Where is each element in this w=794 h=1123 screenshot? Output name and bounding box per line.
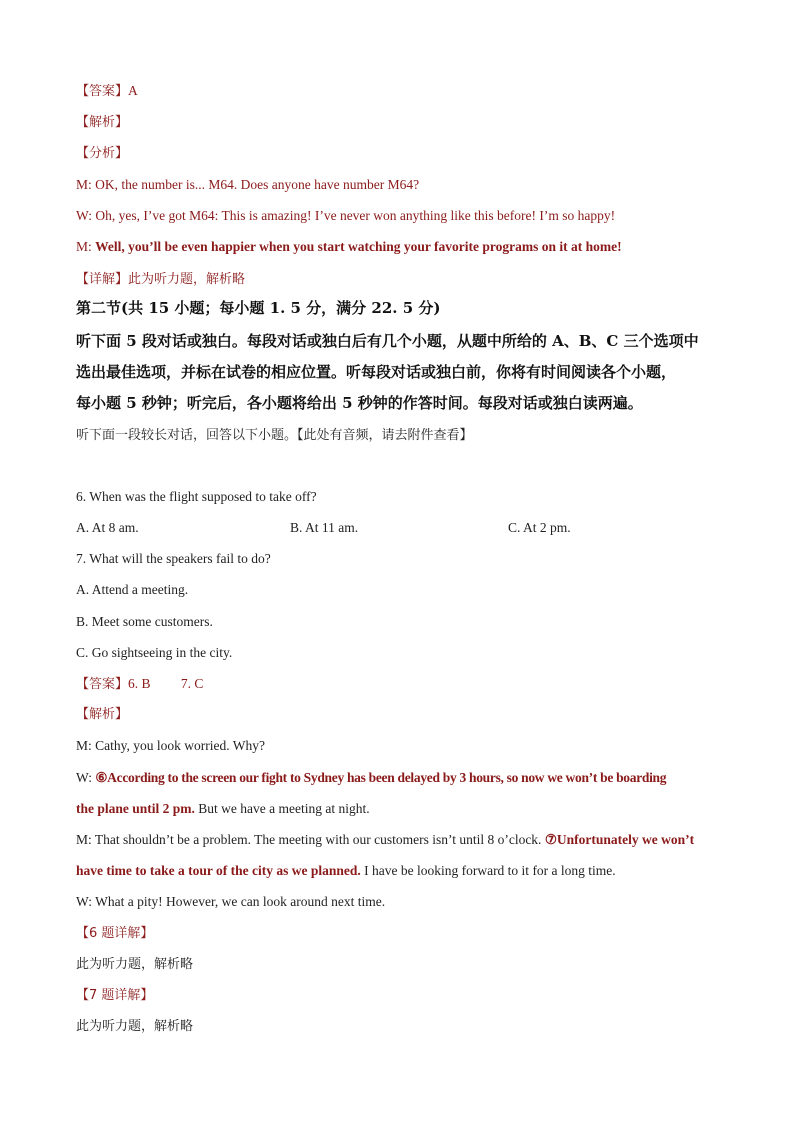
analysis-tag: 【解析】 [76,707,129,722]
q7-option-b: B. Meet some customers. [76,614,213,629]
detail-line-1 [76,270,245,289]
q6-option-b: B. At 11 am. [290,520,359,535]
answer-line-1 [76,82,138,101]
dialog2-line-1: M: Cathy, you look worried. Why? [76,738,265,753]
q7-stem: 7. What will the speakers fail to do? [76,551,271,566]
detail7-text: 此为听力题，解析略 [76,1019,194,1034]
key-sentence: ⑥According to the screen our fight to Sydney has been delayed by 3 hours, so now we won’t be boarding [95,770,667,785]
analysis-tag: 【解析】 [76,115,129,130]
dialog2-line-2 [76,769,666,787]
section-title: 第二节(共 15 小题；每小题 1. 5 分，满分 22. 5 分) [76,299,441,317]
detail6-text: 此为听力题，解析略 [76,957,194,972]
plain-text: I have be looking forward to it for a long time. [360,863,616,878]
key-sentence: Well, you’ll be even happier when you start watching your favorite programs on it at home! [95,239,622,254]
sub-instruction: 听下面一段较长对话，回答以下小题。【此处有音频，请去附件查看】 [76,428,473,443]
dialog2-line-3 [76,800,370,818]
dialog1-line-2: W: Oh, yes, I’ve got M64: This is amazing! I’ve never won anything like this before! I’m so happy! [76,208,616,223]
key-sentence: the plane until 2 pm. [76,801,195,816]
key-sentence: have time to take a tour of the city as we planned. [76,863,361,878]
q6-stem: 6. When was the flight supposed to take off? [76,489,317,504]
instruction-line-1: 听下面 5 段对话或独白。每段对话或独白后有几个小题，从题中所给的 A、B、C 三个选项中 [76,332,699,350]
answer-value: A [128,83,138,98]
q7-option-c: C. Go sightseeing in the city. [76,645,233,660]
dialog1-line-3 [76,238,622,256]
key-sentence: ⑦Unfortunately we won’t [544,832,695,847]
detail-text: 此为听力题，解析略 [128,272,246,287]
dialog1-line-1: M: OK, the number is... M64. Does anyone have number M64? [76,177,420,192]
answer-tag: 【答案】 [76,677,129,692]
plain-text: But we have a meeting at night. [194,801,370,816]
detail7-tag: 【7 题详解】 [76,988,154,1003]
answer-tag: 【答案】 [76,84,129,99]
dialog2-line-5 [76,862,616,880]
speaker: W: [76,770,96,785]
answer-value: 6. B 7. C [128,676,204,691]
instruction-line-3: 每小题 5 秒钟；听完后，各小题将给出 5 秒钟的作答时间。每段对话或独白读两遍。 [76,394,643,412]
instruction-line-2: 选出最佳选项，并标在试卷的相应位置。听每段对话或独白前，你将有时间阅读各个小题， [76,363,677,381]
q6-option-a: A. At 8 am. [76,520,139,535]
speaker: M: [76,239,96,254]
plain-text: M: That shouldn’t be a problem. The meeting with our customers isn’t until 8 o’clock. [76,832,545,847]
detail6-tag: 【6 题详解】 [76,926,154,941]
detail-tag: 【详解】 [76,272,129,287]
dialog2-line-6: W: What a pity! However, we can look around next time. [76,894,386,909]
answer-line-2 [76,675,203,694]
q6-option-c: C. At 2 pm. [508,520,571,535]
breakdown-tag: 【分析】 [76,146,129,161]
q7-option-a: A. Attend a meeting. [76,582,189,597]
dialog2-line-4 [76,831,694,849]
